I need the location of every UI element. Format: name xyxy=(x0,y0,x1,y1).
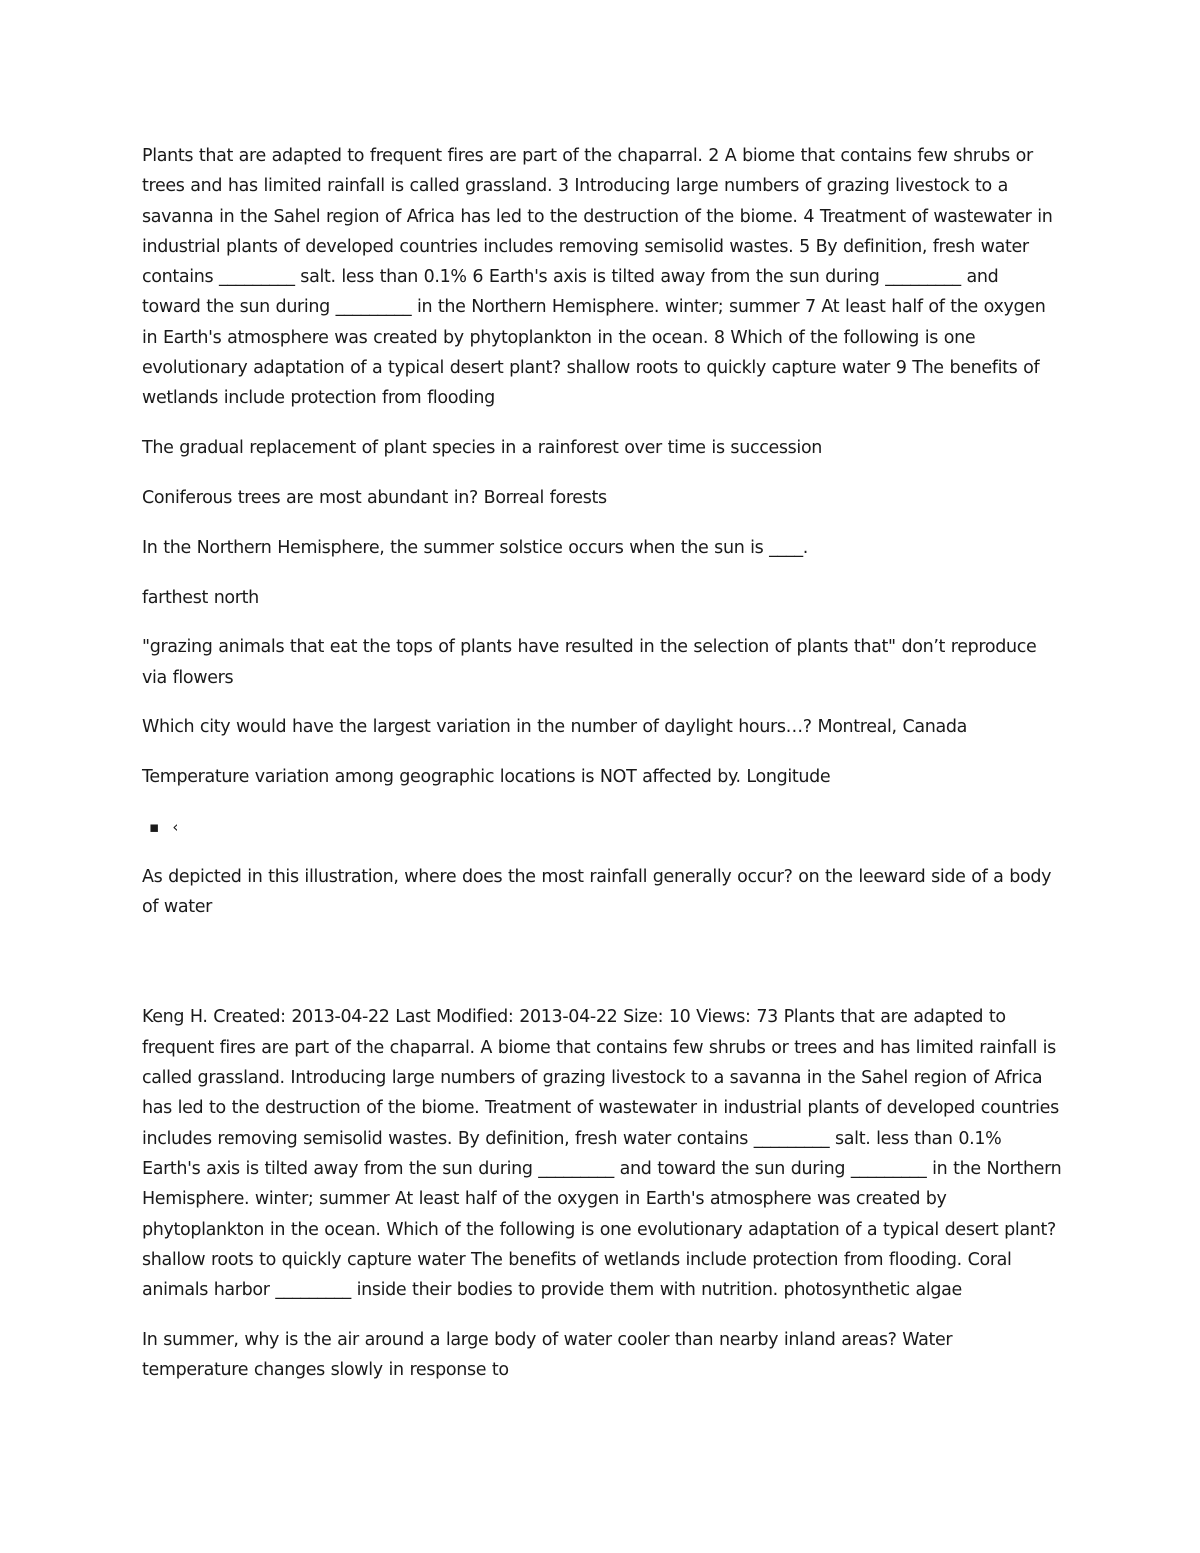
paragraph-solstice-answer: farthest north xyxy=(142,587,259,608)
paragraph-coniferous: Coniferous trees are most abundant in? Borreal forests xyxy=(142,487,607,508)
paragraph-biomes-list: Plants that are adapted to frequent fires are part of the chaparral. 2 A biome that contains few shrubs or trees and has limited rainfall is called grassland. 3 Introducing large numbers of grazing livestock to a savanna in the Sahel region of Africa has led to the destruction of the biome. 4 Treatment of wastewater in industrial plants of developed countries includes removing semisolid wastes. 5 By definition, fresh water contains _________ salt. less than 0.1% 6 Earth's axis is tilted away from the sun during _________ and toward the sun during _________ in the Northern Hemisphere. winter; summer 7 At least half of the oxygen in Earth's atmosphere was created by phytoplankton in the ocean. 8 Which of the following is one evolutionary adaptation of a typical desert plant? shallow roots to quickly capture water 9 The benefits of wetlands include protection from flooding xyxy=(142,146,1053,409)
paragraph-water-temperature: In summer, why is the air around a large body of water cooler than nearby inland areas? Water temperature changes slowly in response to xyxy=(142,1329,953,1381)
document-body xyxy=(142,141,1062,1405)
paragraph-temperature: Temperature variation among geographic locations is NOT affected by. Longitude xyxy=(142,767,831,788)
paragraph-solstice-question: In the Northern Hemisphere, the summer solstice occurs when the sun is ____. xyxy=(142,537,808,558)
paragraph-succession: The gradual replacement of plant species in a rainforest over time is succession xyxy=(142,438,823,459)
broken-image-glyph: ▪ ‹ xyxy=(149,818,183,837)
paragraph-daylight: Which city would have the largest variation in the number of daylight hours…? Montreal, Canada xyxy=(142,717,967,738)
paragraph-rainfall: As depicted in this illustration, where does the most rainfall generally occur? on the leeward side of a body of water xyxy=(142,866,1052,918)
paragraph-grazing: "grazing animals that eat the tops of plants have resulted in the selection of plants that" don’t reproduce via flowers xyxy=(142,637,1037,688)
paragraph-summary: Keng H. Created: 2013-04-22 Last Modified: 2013-04-22 Size: 10 Views: 73 Plants that are adapted to frequent fires are part of the chaparral. A biome that contains few shrubs or trees and has limited rainfall is called grassland. Introducing large numbers of grazing livestock to a savanna in the Sahel region of Africa has led to the destruction of the biome. Treatment of wastewater in industrial plants of developed countries includes removing semisolid wastes. By definition, fresh water contains _________ salt. less than 0.1% Earth's axis is tilted away from the sun during _________ and toward the sun during _________ in the Northern Hemisphere. winter; summer At least half of the oxygen in Earth's atmosphere was created by phytoplankton in the ocean. Which of the following is one evolutionary adaptation of a typical desert plant? shallow roots to quickly capture water The benefits of wetlands include protection from flooding. Coral animals harbor _________ inside their bodies to provide them with nutrition. photosynthetic algae xyxy=(142,1007,1062,1301)
